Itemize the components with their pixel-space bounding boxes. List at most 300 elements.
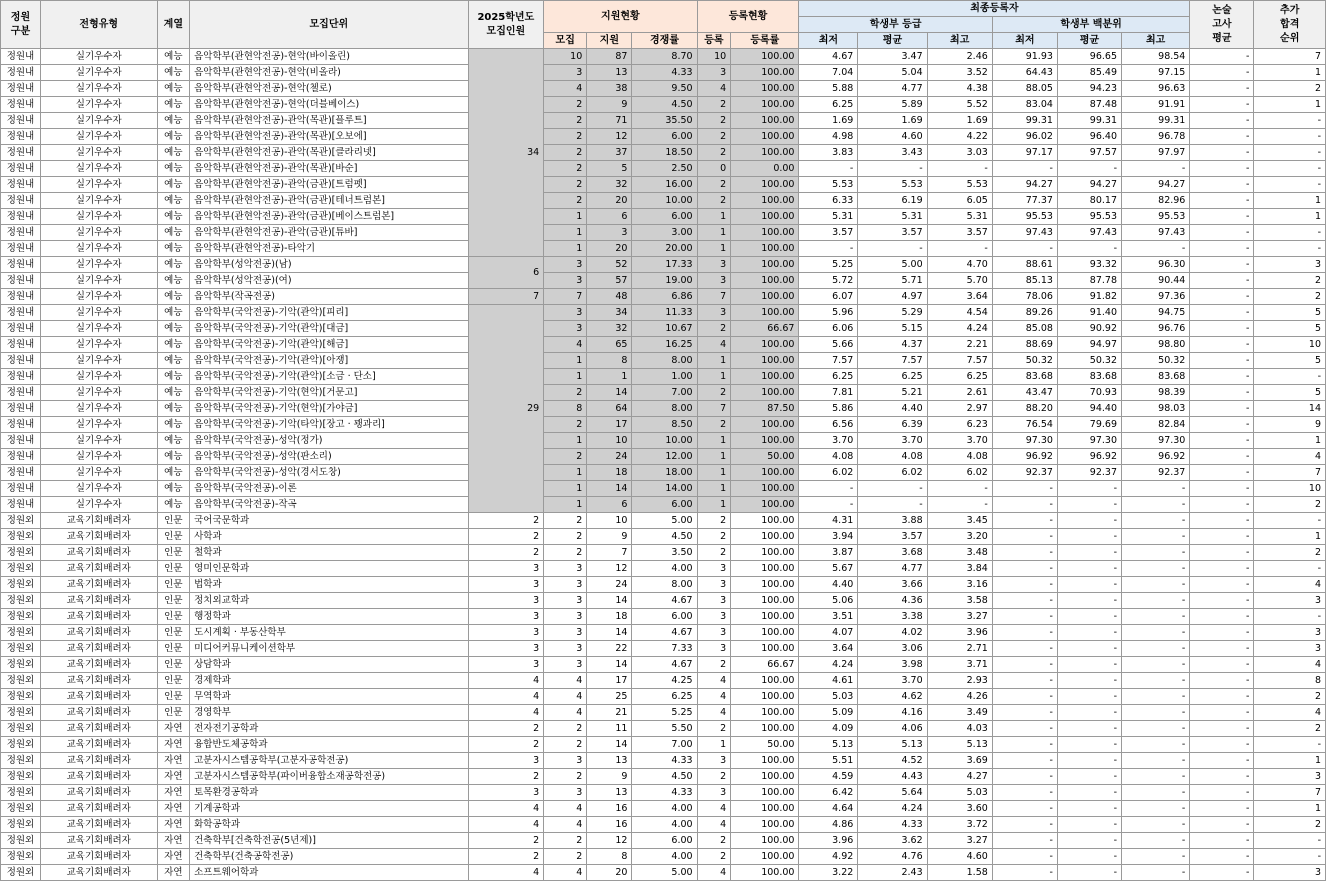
cell-essay: - bbox=[1190, 481, 1254, 497]
cell-unit: 정치외교학과 bbox=[190, 593, 468, 609]
cell-pct-min: - bbox=[992, 609, 1057, 625]
cell-pct-avg: - bbox=[1057, 529, 1121, 545]
cell-quota: 4 bbox=[468, 689, 544, 705]
cell-recruit: 2 bbox=[544, 513, 587, 529]
cell-pct-max: 98.03 bbox=[1122, 401, 1190, 417]
cell-ratio: 8.50 bbox=[632, 417, 697, 433]
cell-enrolled: 3 bbox=[697, 625, 731, 641]
cell-type: 교육기회배려자 bbox=[40, 641, 157, 657]
cell-pct-max: 97.15 bbox=[1122, 65, 1190, 81]
cell-pct-min: - bbox=[992, 641, 1057, 657]
cell-pct-min: - bbox=[992, 241, 1057, 257]
table-row bbox=[1, 369, 1326, 385]
cell-extra: 1 bbox=[1254, 529, 1326, 545]
cell-category: 정원외 bbox=[1, 529, 41, 545]
cell-type: 실기우수자 bbox=[40, 49, 157, 65]
table-row bbox=[1, 113, 1326, 129]
header-field: 계열 bbox=[157, 1, 190, 49]
cell-enroll-rate: 100.00 bbox=[731, 833, 799, 849]
cell-type: 실기우수자 bbox=[40, 321, 157, 337]
cell-ratio: 4.33 bbox=[632, 65, 697, 81]
cell-ratio: 16.25 bbox=[632, 337, 697, 353]
cell-category: 정원외 bbox=[1, 737, 41, 753]
cell-pct-avg: 97.43 bbox=[1057, 225, 1121, 241]
cell-pct-avg: - bbox=[1057, 865, 1121, 881]
cell-enroll-rate: 100.00 bbox=[731, 273, 799, 289]
cell-field: 인문 bbox=[157, 529, 190, 545]
cell-recruit: 1 bbox=[544, 241, 587, 257]
cell-type: 교육기회배려자 bbox=[40, 529, 157, 545]
table-row bbox=[1, 561, 1326, 577]
cell-grade-avg: 3.98 bbox=[858, 657, 927, 673]
cell-extra: 3 bbox=[1254, 257, 1326, 273]
cell-recruit: 2 bbox=[544, 449, 587, 465]
cell-field: 예능 bbox=[157, 465, 190, 481]
cell-grade-avg: 5.89 bbox=[858, 97, 927, 113]
cell-field: 인문 bbox=[157, 625, 190, 641]
table-row bbox=[1, 417, 1326, 433]
cell-grade-max: 3.57 bbox=[927, 225, 992, 241]
cell-type: 교육기회배려자 bbox=[40, 561, 157, 577]
cell-enrolled: 4 bbox=[697, 673, 731, 689]
cell-enrolled: 1 bbox=[697, 353, 731, 369]
cell-enrolled: 3 bbox=[697, 593, 731, 609]
cell-field: 예능 bbox=[157, 65, 190, 81]
cell-type: 실기우수자 bbox=[40, 481, 157, 497]
cell-applicants: 8 bbox=[587, 849, 632, 865]
cell-unit: 음악학부(작곡전공) bbox=[190, 289, 468, 305]
cell-ratio: 17.33 bbox=[632, 257, 697, 273]
cell-grade-max: 3.71 bbox=[927, 657, 992, 673]
cell-extra: - bbox=[1254, 241, 1326, 257]
cell-enrolled: 2 bbox=[697, 385, 731, 401]
cell-quota: 2 bbox=[468, 529, 544, 545]
cell-grade-min: - bbox=[799, 481, 858, 497]
cell-unit: 경영학부 bbox=[190, 705, 468, 721]
cell-recruit: 2 bbox=[544, 833, 587, 849]
cell-grade-avg: 4.62 bbox=[858, 689, 927, 705]
cell-ratio: 16.00 bbox=[632, 177, 697, 193]
cell-type: 실기우수자 bbox=[40, 401, 157, 417]
cell-ratio: 4.33 bbox=[632, 753, 697, 769]
cell-pct-min: - bbox=[992, 657, 1057, 673]
cell-type: 교육기회배려자 bbox=[40, 705, 157, 721]
cell-enrolled: 4 bbox=[697, 801, 731, 817]
cell-quota: 3 bbox=[468, 577, 544, 593]
cell-applicants: 16 bbox=[587, 801, 632, 817]
cell-essay: - bbox=[1190, 865, 1254, 881]
cell-grade-avg: 3.57 bbox=[858, 225, 927, 241]
cell-category: 정원내 bbox=[1, 241, 41, 257]
cell-grade-min: 3.94 bbox=[799, 529, 858, 545]
cell-grade-avg: 4.43 bbox=[858, 769, 927, 785]
header-unit: 모집단위 bbox=[190, 1, 468, 49]
cell-enroll-rate: 100.00 bbox=[731, 145, 799, 161]
cell-extra: - bbox=[1254, 609, 1326, 625]
cell-enroll-rate: 100.00 bbox=[731, 753, 799, 769]
cell-pct-min: 88.61 bbox=[992, 257, 1057, 273]
cell-quota: 2 bbox=[468, 513, 544, 529]
table-row bbox=[1, 321, 1326, 337]
cell-enroll-rate: 100.00 bbox=[731, 241, 799, 257]
cell-category: 정원외 bbox=[1, 721, 41, 737]
cell-pct-min: 78.06 bbox=[992, 289, 1057, 305]
cell-enroll-rate: 100.00 bbox=[731, 609, 799, 625]
cell-extra: 8 bbox=[1254, 673, 1326, 689]
cell-extra: 1 bbox=[1254, 193, 1326, 209]
cell-grade-min: 3.70 bbox=[799, 433, 858, 449]
table-header bbox=[1, 1, 1326, 49]
cell-type: 실기우수자 bbox=[40, 257, 157, 273]
cell-pct-avg: - bbox=[1057, 833, 1121, 849]
cell-extra: 2 bbox=[1254, 497, 1326, 513]
cell-pct-max: - bbox=[1122, 801, 1190, 817]
cell-pct-max: 97.36 bbox=[1122, 289, 1190, 305]
cell-field: 예능 bbox=[157, 209, 190, 225]
cell-recruit: 4 bbox=[544, 337, 587, 353]
cell-pct-min: 96.02 bbox=[992, 129, 1057, 145]
cell-ratio: 4.50 bbox=[632, 97, 697, 113]
cell-applicants: 25 bbox=[587, 689, 632, 705]
cell-category: 정원내 bbox=[1, 193, 41, 209]
cell-pct-avg: 94.40 bbox=[1057, 401, 1121, 417]
cell-recruit: 1 bbox=[544, 225, 587, 241]
cell-enroll-rate: 100.00 bbox=[731, 801, 799, 817]
table-row bbox=[1, 609, 1326, 625]
cell-unit: 음악학부(국악전공)-기악(관악)[해금] bbox=[190, 337, 468, 353]
cell-essay: - bbox=[1190, 273, 1254, 289]
cell-pct-avg: - bbox=[1057, 609, 1121, 625]
cell-type: 실기우수자 bbox=[40, 225, 157, 241]
cell-applicants: 11 bbox=[587, 721, 632, 737]
cell-essay: - bbox=[1190, 593, 1254, 609]
cell-applicants: 24 bbox=[587, 577, 632, 593]
cell-category: 정원내 bbox=[1, 321, 41, 337]
cell-unit: 음악학부(국악전공)-작곡 bbox=[190, 497, 468, 513]
cell-pct-avg: - bbox=[1057, 577, 1121, 593]
cell-pct-avg: - bbox=[1057, 497, 1121, 513]
cell-grade-min: 3.51 bbox=[799, 609, 858, 625]
cell-unit: 음악학부(국악전공)-기악(타악)[장고 · 꽹과리] bbox=[190, 417, 468, 433]
cell-applicants: 17 bbox=[587, 673, 632, 689]
cell-unit: 고분자시스템공학부(파이버융합소재공학전공) bbox=[190, 769, 468, 785]
cell-unit: 융합반도체공학과 bbox=[190, 737, 468, 753]
cell-category: 정원외 bbox=[1, 609, 41, 625]
cell-enroll-rate: 0.00 bbox=[731, 161, 799, 177]
cell-grade-min: 5.09 bbox=[799, 705, 858, 721]
cell-grade-min: 4.98 bbox=[799, 129, 858, 145]
cell-applicants: 52 bbox=[587, 257, 632, 273]
cell-pct-min: - bbox=[992, 577, 1057, 593]
cell-unit: 건축학부(건축공학전공) bbox=[190, 849, 468, 865]
cell-pct-avg: 94.27 bbox=[1057, 177, 1121, 193]
cell-essay: - bbox=[1190, 449, 1254, 465]
cell-recruit: 3 bbox=[544, 561, 587, 577]
cell-extra: 10 bbox=[1254, 481, 1326, 497]
cell-pct-max: 96.78 bbox=[1122, 129, 1190, 145]
cell-recruit: 2 bbox=[544, 737, 587, 753]
cell-pct-max: 92.37 bbox=[1122, 465, 1190, 481]
cell-extra: 4 bbox=[1254, 657, 1326, 673]
cell-grade-avg: 4.77 bbox=[858, 561, 927, 577]
cell-pct-max: - bbox=[1122, 609, 1190, 625]
cell-extra: 1 bbox=[1254, 65, 1326, 81]
cell-pct-min: - bbox=[992, 801, 1057, 817]
cell-recruit: 2 bbox=[544, 385, 587, 401]
cell-grade-avg: 6.19 bbox=[858, 193, 927, 209]
table-row bbox=[1, 593, 1326, 609]
cell-category: 정원외 bbox=[1, 593, 41, 609]
cell-category: 정원내 bbox=[1, 273, 41, 289]
table-row bbox=[1, 769, 1326, 785]
cell-ratio: 6.00 bbox=[632, 209, 697, 225]
cell-field: 예능 bbox=[157, 177, 190, 193]
cell-pct-max: 98.39 bbox=[1122, 385, 1190, 401]
cell-enroll-rate: 100.00 bbox=[731, 305, 799, 321]
cell-pct-max: - bbox=[1122, 561, 1190, 577]
cell-applicants: 18 bbox=[587, 465, 632, 481]
cell-ratio: 10.67 bbox=[632, 321, 697, 337]
cell-grade-avg: 4.33 bbox=[858, 817, 927, 833]
cell-grade-min: 4.24 bbox=[799, 657, 858, 673]
cell-ratio: 20.00 bbox=[632, 241, 697, 257]
table-row bbox=[1, 129, 1326, 145]
cell-ratio: 9.50 bbox=[632, 81, 697, 97]
cell-quota: 4 bbox=[468, 817, 544, 833]
cell-category: 정원내 bbox=[1, 113, 41, 129]
cell-applicants: 14 bbox=[587, 593, 632, 609]
cell-unit: 영미인문학과 bbox=[190, 561, 468, 577]
cell-pct-min: 89.26 bbox=[992, 305, 1057, 321]
cell-enroll-rate: 100.00 bbox=[731, 865, 799, 881]
cell-grade-max: 4.26 bbox=[927, 689, 992, 705]
cell-grade-avg: 5.00 bbox=[858, 257, 927, 273]
cell-essay: - bbox=[1190, 513, 1254, 529]
cell-grade-min: 3.96 bbox=[799, 833, 858, 849]
cell-quota: 29 bbox=[468, 305, 544, 513]
cell-grade-min: 5.31 bbox=[799, 209, 858, 225]
cell-pct-min: 85.08 bbox=[992, 321, 1057, 337]
cell-pct-max: 96.92 bbox=[1122, 449, 1190, 465]
cell-pct-min: 88.20 bbox=[992, 401, 1057, 417]
table-row bbox=[1, 785, 1326, 801]
cell-pct-max: 94.75 bbox=[1122, 305, 1190, 321]
cell-ratio: 8.00 bbox=[632, 577, 697, 593]
cell-field: 예능 bbox=[157, 161, 190, 177]
cell-grade-avg: 5.64 bbox=[858, 785, 927, 801]
cell-category: 정원내 bbox=[1, 401, 41, 417]
cell-unit: 음악학부(관현악전공)-현악(바이올린) bbox=[190, 49, 468, 65]
cell-grade-min: 5.66 bbox=[799, 337, 858, 353]
cell-applicants: 14 bbox=[587, 481, 632, 497]
cell-grade-avg: - bbox=[858, 161, 927, 177]
cell-pct-min: 83.68 bbox=[992, 369, 1057, 385]
table-row bbox=[1, 577, 1326, 593]
cell-type: 실기우수자 bbox=[40, 449, 157, 465]
table-row bbox=[1, 513, 1326, 529]
cell-pct-min: - bbox=[992, 689, 1057, 705]
cell-grade-avg: 5.21 bbox=[858, 385, 927, 401]
cell-pct-max: 96.63 bbox=[1122, 81, 1190, 97]
cell-type: 교육기회배려자 bbox=[40, 513, 157, 529]
cell-essay: - bbox=[1190, 193, 1254, 209]
cell-grade-avg: 4.02 bbox=[858, 625, 927, 641]
cell-unit: 음악학부(관현악전공)-관악(목관)[오보에] bbox=[190, 129, 468, 145]
cell-grade-min: 4.08 bbox=[799, 449, 858, 465]
cell-essay: - bbox=[1190, 129, 1254, 145]
cell-extra: 9 bbox=[1254, 417, 1326, 433]
cell-field: 자연 bbox=[157, 785, 190, 801]
cell-applicants: 17 bbox=[587, 417, 632, 433]
cell-pct-max: - bbox=[1122, 753, 1190, 769]
cell-enroll-rate: 100.00 bbox=[731, 673, 799, 689]
cell-recruit: 3 bbox=[544, 641, 587, 657]
cell-grade-min: 3.83 bbox=[799, 145, 858, 161]
cell-recruit: 1 bbox=[544, 481, 587, 497]
table-row bbox=[1, 753, 1326, 769]
cell-quota: 4 bbox=[468, 801, 544, 817]
cell-quota: 2 bbox=[468, 849, 544, 865]
cell-essay: - bbox=[1190, 785, 1254, 801]
table-row bbox=[1, 225, 1326, 241]
cell-category: 정원내 bbox=[1, 289, 41, 305]
cell-applicants: 12 bbox=[587, 561, 632, 577]
cell-grade-max: 5.70 bbox=[927, 273, 992, 289]
cell-pct-avg: - bbox=[1057, 641, 1121, 657]
cell-quota: 4 bbox=[468, 865, 544, 881]
cell-grade-min: 5.67 bbox=[799, 561, 858, 577]
cell-enrolled: 1 bbox=[697, 737, 731, 753]
cell-grade-max: 6.02 bbox=[927, 465, 992, 481]
cell-recruit: 3 bbox=[544, 609, 587, 625]
cell-unit: 음악학부(관현악전공)-현악(비올라) bbox=[190, 65, 468, 81]
cell-category: 정원내 bbox=[1, 417, 41, 433]
cell-ratio: 11.33 bbox=[632, 305, 697, 321]
cell-type: 실기우수자 bbox=[40, 113, 157, 129]
cell-pct-min: - bbox=[992, 529, 1057, 545]
cell-applicants: 32 bbox=[587, 321, 632, 337]
cell-grade-max: 4.08 bbox=[927, 449, 992, 465]
cell-unit: 화학공학과 bbox=[190, 817, 468, 833]
header-enrolled: 등록 bbox=[697, 33, 731, 49]
header-pct-max: 최고 bbox=[1122, 33, 1190, 49]
cell-grade-avg: 3.43 bbox=[858, 145, 927, 161]
cell-ratio: 10.00 bbox=[632, 193, 697, 209]
cell-enroll-rate: 100.00 bbox=[731, 49, 799, 65]
cell-grade-avg: 4.37 bbox=[858, 337, 927, 353]
cell-unit: 전자전기공학과 bbox=[190, 721, 468, 737]
cell-enrolled: 7 bbox=[697, 289, 731, 305]
cell-grade-max: 3.64 bbox=[927, 289, 992, 305]
cell-extra: - bbox=[1254, 113, 1326, 129]
cell-pct-max: - bbox=[1122, 577, 1190, 593]
cell-type: 실기우수자 bbox=[40, 369, 157, 385]
cell-category: 정원내 bbox=[1, 481, 41, 497]
cell-category: 정원외 bbox=[1, 625, 41, 641]
cell-category: 정원내 bbox=[1, 81, 41, 97]
cell-pct-min: 92.37 bbox=[992, 465, 1057, 481]
cell-pct-avg: 96.92 bbox=[1057, 449, 1121, 465]
cell-pct-min: 97.30 bbox=[992, 433, 1057, 449]
cell-recruit: 2 bbox=[544, 97, 587, 113]
cell-pct-max: 97.43 bbox=[1122, 225, 1190, 241]
cell-ratio: 8.70 bbox=[632, 49, 697, 65]
cell-grade-min: 6.02 bbox=[799, 465, 858, 481]
cell-applicants: 12 bbox=[587, 833, 632, 849]
cell-field: 인문 bbox=[157, 577, 190, 593]
cell-type: 교육기회배려자 bbox=[40, 657, 157, 673]
cell-ratio: 12.00 bbox=[632, 449, 697, 465]
cell-unit: 법학과 bbox=[190, 577, 468, 593]
cell-category: 정원내 bbox=[1, 305, 41, 321]
cell-applicants: 10 bbox=[587, 513, 632, 529]
cell-ratio: 5.25 bbox=[632, 705, 697, 721]
cell-essay: - bbox=[1190, 97, 1254, 113]
cell-essay: - bbox=[1190, 769, 1254, 785]
cell-grade-avg: 4.77 bbox=[858, 81, 927, 97]
cell-pct-min: - bbox=[992, 593, 1057, 609]
cell-field: 예능 bbox=[157, 49, 190, 65]
cell-quota: 2 bbox=[468, 721, 544, 737]
cell-grade-max: 3.27 bbox=[927, 609, 992, 625]
cell-field: 인문 bbox=[157, 657, 190, 673]
cell-grade-max: 3.58 bbox=[927, 593, 992, 609]
cell-extra: 3 bbox=[1254, 769, 1326, 785]
cell-pct-avg: 97.30 bbox=[1057, 433, 1121, 449]
cell-ratio: 8.00 bbox=[632, 401, 697, 417]
cell-grade-max: 5.31 bbox=[927, 209, 992, 225]
cell-grade-min: 7.57 bbox=[799, 353, 858, 369]
cell-pct-min: - bbox=[992, 513, 1057, 529]
cell-recruit: 4 bbox=[544, 801, 587, 817]
cell-enroll-rate: 100.00 bbox=[731, 369, 799, 385]
table-row bbox=[1, 529, 1326, 545]
cell-pct-max: - bbox=[1122, 641, 1190, 657]
cell-ratio: 4.50 bbox=[632, 769, 697, 785]
header-pct-avg: 평균 bbox=[1057, 33, 1121, 49]
cell-enrolled: 2 bbox=[697, 113, 731, 129]
cell-ratio: 5.00 bbox=[632, 513, 697, 529]
cell-recruit: 2 bbox=[544, 529, 587, 545]
cell-enrolled: 1 bbox=[697, 481, 731, 497]
cell-pct-min: 91.93 bbox=[992, 49, 1057, 65]
cell-applicants: 65 bbox=[587, 337, 632, 353]
cell-field: 예능 bbox=[157, 353, 190, 369]
cell-pct-min: 97.43 bbox=[992, 225, 1057, 241]
cell-pct-avg: - bbox=[1057, 817, 1121, 833]
cell-pct-avg: 94.97 bbox=[1057, 337, 1121, 353]
cell-grade-avg: 4.16 bbox=[858, 705, 927, 721]
cell-category: 정원내 bbox=[1, 129, 41, 145]
cell-quota: 3 bbox=[468, 625, 544, 641]
cell-essay: - bbox=[1190, 65, 1254, 81]
cell-pct-avg: - bbox=[1057, 481, 1121, 497]
cell-grade-min: 6.33 bbox=[799, 193, 858, 209]
table-row bbox=[1, 337, 1326, 353]
cell-recruit: 3 bbox=[544, 65, 587, 81]
cell-enrolled: 2 bbox=[697, 177, 731, 193]
cell-grade-max: 4.22 bbox=[927, 129, 992, 145]
cell-type: 교육기회배려자 bbox=[40, 721, 157, 737]
cell-grade-avg: - bbox=[858, 241, 927, 257]
cell-pct-min: - bbox=[992, 161, 1057, 177]
cell-enroll-rate: 100.00 bbox=[731, 513, 799, 529]
table-row bbox=[1, 737, 1326, 753]
cell-essay: - bbox=[1190, 673, 1254, 689]
cell-applicants: 1 bbox=[587, 369, 632, 385]
cell-pct-max: - bbox=[1122, 769, 1190, 785]
table-row bbox=[1, 81, 1326, 97]
